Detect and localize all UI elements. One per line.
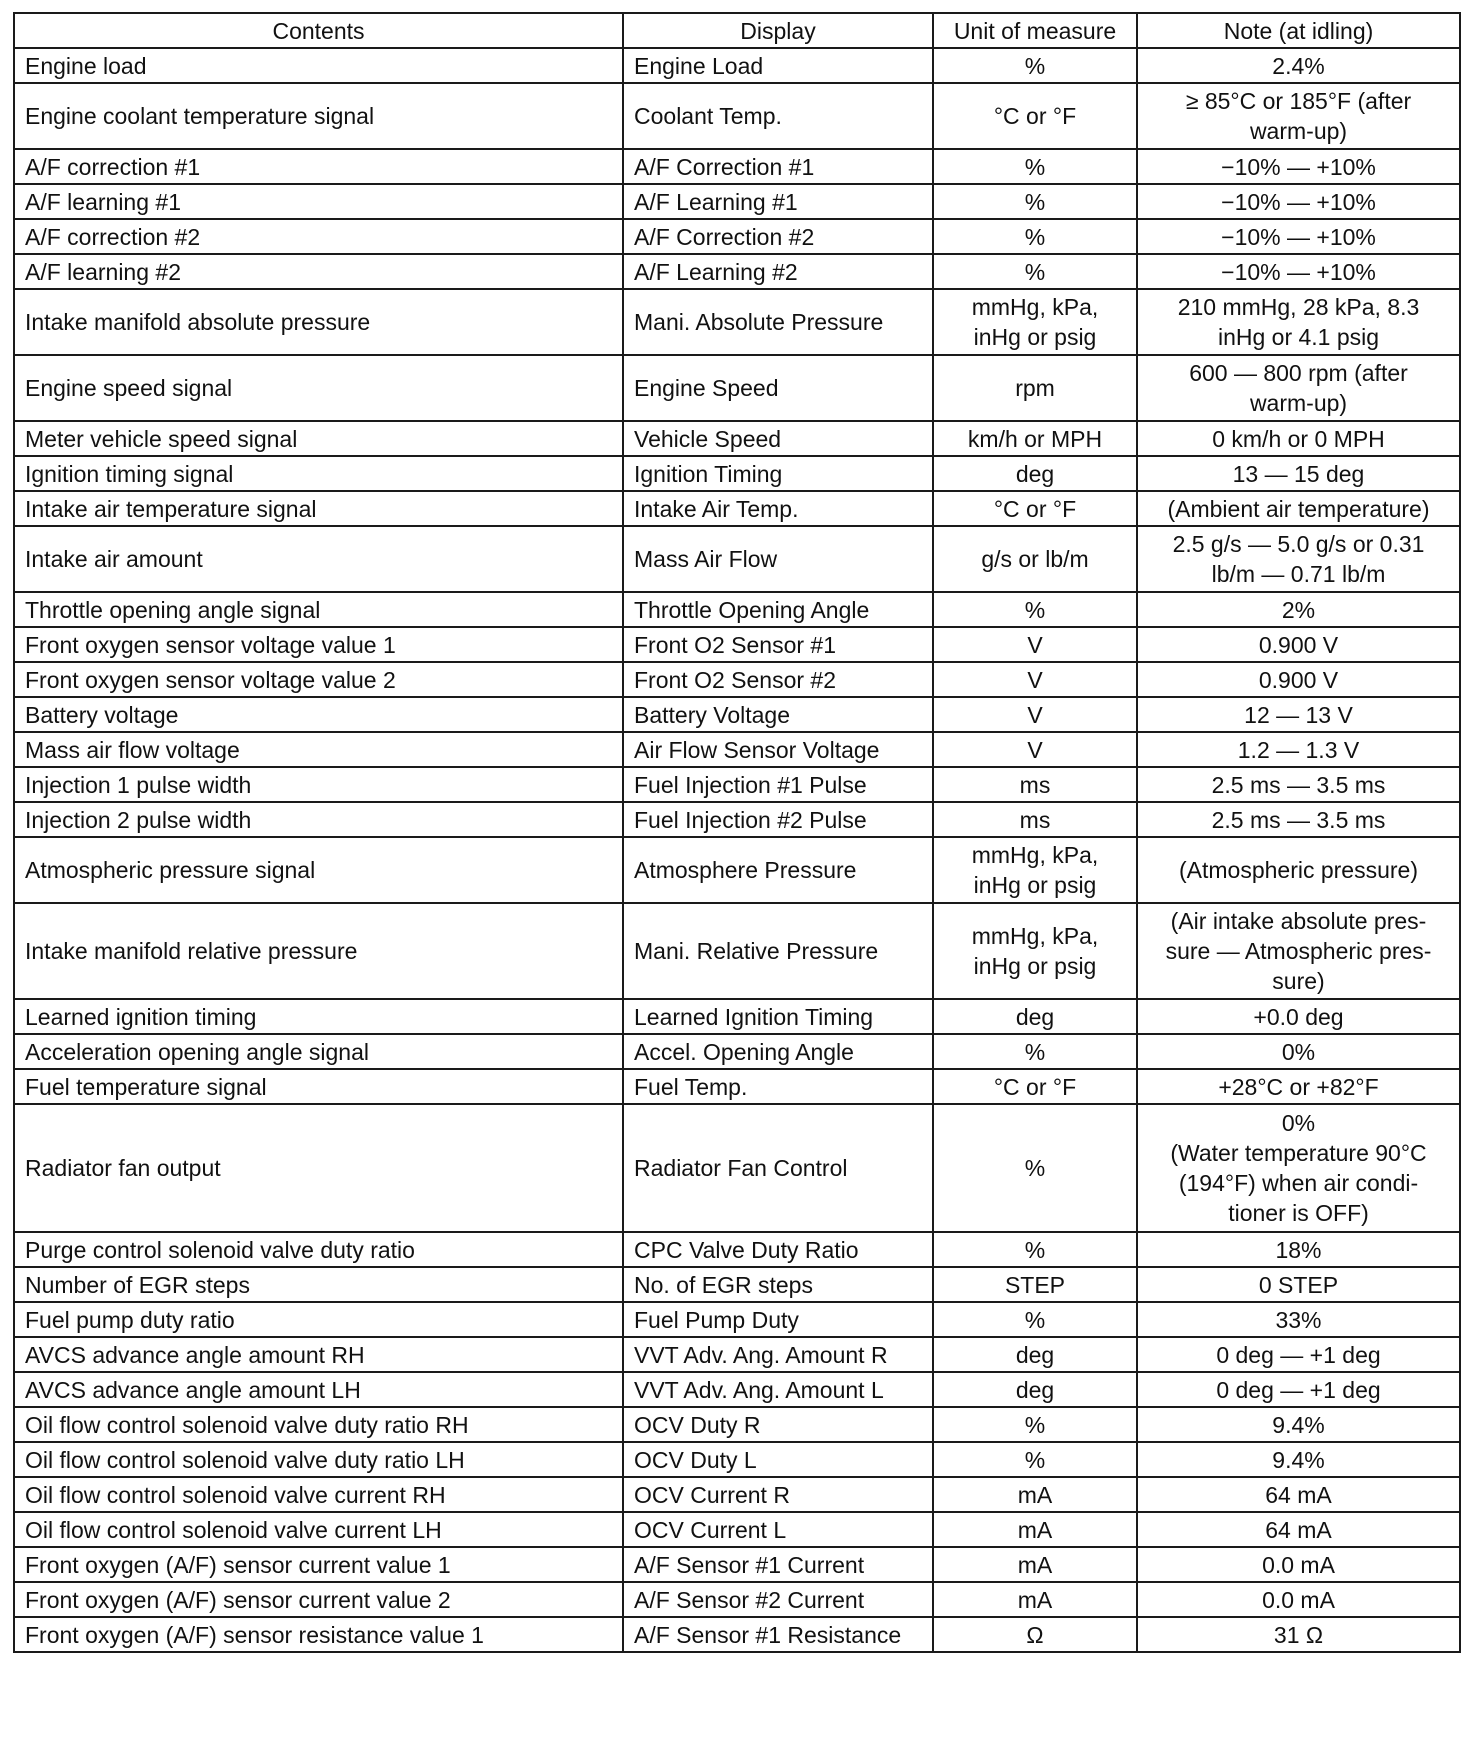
table-row	[14, 837, 1460, 903]
cell-contents: Purge control solenoid valve duty ratio	[14, 1232, 623, 1267]
cell-note: +0.0 deg	[1137, 999, 1460, 1034]
cell-note: 33%	[1137, 1302, 1460, 1337]
cell-unit: %	[933, 1442, 1137, 1477]
table-row	[14, 1302, 1460, 1337]
cell-contents: Engine speed signal	[14, 355, 623, 421]
cell-contents: Intake air amount	[14, 526, 623, 592]
cell-note: 9.4%	[1137, 1407, 1460, 1442]
cell-display: Mani. Relative Pressure	[623, 903, 933, 999]
cell-display: A/F Correction #2	[623, 219, 933, 254]
table-row	[14, 767, 1460, 802]
cell-unit: %	[933, 1232, 1137, 1267]
cell-note: 0 deg — +1 deg	[1137, 1337, 1460, 1372]
cell-note: 18%	[1137, 1232, 1460, 1267]
cell-display: Engine Load	[623, 48, 933, 83]
cell-contents: Front oxygen sensor voltage value 2	[14, 662, 623, 697]
table-row	[14, 1034, 1460, 1069]
cell-contents: Acceleration opening angle signal	[14, 1034, 623, 1069]
cell-unit: mA	[933, 1582, 1137, 1617]
table-row	[14, 456, 1460, 491]
table-row	[14, 697, 1460, 732]
cell-unit: km/h or MPH	[933, 421, 1137, 456]
cell-unit: mmHg, kPa, inHg or psig	[933, 289, 1137, 355]
cell-contents: A/F learning #1	[14, 184, 623, 219]
table-row	[14, 1547, 1460, 1582]
data-table-container	[13, 12, 1459, 1653]
cell-unit: %	[933, 1302, 1137, 1337]
cell-contents: Oil flow control solenoid valve current RH	[14, 1477, 623, 1512]
cell-unit: °C or °F	[933, 491, 1137, 526]
table-row	[14, 903, 1460, 999]
table-row	[14, 1104, 1460, 1232]
cell-display: OCV Duty R	[623, 1407, 933, 1442]
cell-display: Throttle Opening Angle	[623, 592, 933, 627]
table-row	[14, 1372, 1460, 1407]
table-row	[14, 592, 1460, 627]
table-row	[14, 627, 1460, 662]
cell-unit: %	[933, 219, 1137, 254]
cell-note: 64 mA	[1137, 1477, 1460, 1512]
cell-note: 12 — 13 V	[1137, 697, 1460, 732]
cell-note: −10% — +10%	[1137, 254, 1460, 289]
table-row	[14, 1442, 1460, 1477]
cell-unit: %	[933, 592, 1137, 627]
cell-contents: AVCS advance angle amount LH	[14, 1372, 623, 1407]
cell-note: 0 km/h or 0 MPH	[1137, 421, 1460, 456]
table-header	[14, 13, 1460, 48]
cell-unit: deg	[933, 1337, 1137, 1372]
cell-contents: Fuel temperature signal	[14, 1069, 623, 1104]
cell-display: A/F Sensor #1 Resistance	[623, 1617, 933, 1652]
cell-contents: Intake manifold relative pressure	[14, 903, 623, 999]
table-body	[14, 48, 1460, 1652]
table-row	[14, 1267, 1460, 1302]
cell-display: Learned Ignition Timing	[623, 999, 933, 1034]
table-row	[14, 1407, 1460, 1442]
table-row	[14, 491, 1460, 526]
cell-note: 0 deg — +1 deg	[1137, 1372, 1460, 1407]
cell-note: 2.5 ms — 3.5 ms	[1137, 767, 1460, 802]
cell-unit: rpm	[933, 355, 1137, 421]
cell-contents: Intake manifold absolute pressure	[14, 289, 623, 355]
table-row	[14, 662, 1460, 697]
header-contents: Contents	[14, 13, 623, 48]
cell-unit: %	[933, 149, 1137, 184]
cell-display: Front O2 Sensor #1	[623, 627, 933, 662]
cell-contents: Number of EGR steps	[14, 1267, 623, 1302]
cell-note: 0.900 V	[1137, 627, 1460, 662]
cell-contents: Fuel pump duty ratio	[14, 1302, 623, 1337]
cell-display: Fuel Injection #2 Pulse	[623, 802, 933, 837]
cell-contents: Learned ignition timing	[14, 999, 623, 1034]
cell-unit: mA	[933, 1477, 1137, 1512]
cell-contents: Engine coolant temperature signal	[14, 83, 623, 149]
cell-contents: Intake air temperature signal	[14, 491, 623, 526]
table-row	[14, 1069, 1460, 1104]
cell-display: Intake Air Temp.	[623, 491, 933, 526]
cell-display: A/F Correction #1	[623, 149, 933, 184]
cell-note: 0% (Water temperature 90°C (194°F) when air condi- tioner is OFF)	[1137, 1104, 1460, 1232]
cell-unit: STEP	[933, 1267, 1137, 1302]
cell-display: Accel. Opening Angle	[623, 1034, 933, 1069]
header-display: Display	[623, 13, 933, 48]
table-row	[14, 1232, 1460, 1267]
cell-unit: V	[933, 697, 1137, 732]
cell-unit: deg	[933, 456, 1137, 491]
cell-display: CPC Valve Duty Ratio	[623, 1232, 933, 1267]
cell-contents: Oil flow control solenoid valve duty ratio LH	[14, 1442, 623, 1477]
cell-note: (Atmospheric pressure)	[1137, 837, 1460, 903]
table-row	[14, 1477, 1460, 1512]
table-row	[14, 254, 1460, 289]
cell-unit: V	[933, 732, 1137, 767]
cell-contents: Front oxygen sensor voltage value 1	[14, 627, 623, 662]
cell-display: OCV Current R	[623, 1477, 933, 1512]
cell-unit: mA	[933, 1547, 1137, 1582]
cell-display: A/F Learning #1	[623, 184, 933, 219]
cell-contents: Engine load	[14, 48, 623, 83]
cell-note: (Ambient air temperature)	[1137, 491, 1460, 526]
cell-note: 2.4%	[1137, 48, 1460, 83]
cell-unit: deg	[933, 1372, 1137, 1407]
cell-display: Battery Voltage	[623, 697, 933, 732]
cell-note: +28°C or +82°F	[1137, 1069, 1460, 1104]
cell-contents: Meter vehicle speed signal	[14, 421, 623, 456]
cell-display: OCV Duty L	[623, 1442, 933, 1477]
table-row	[14, 289, 1460, 355]
cell-unit: ms	[933, 767, 1137, 802]
cell-display: Air Flow Sensor Voltage	[623, 732, 933, 767]
cell-note: −10% — +10%	[1137, 219, 1460, 254]
table-row	[14, 1512, 1460, 1547]
cell-contents: Battery voltage	[14, 697, 623, 732]
cell-unit: %	[933, 254, 1137, 289]
cell-contents: AVCS advance angle amount RH	[14, 1337, 623, 1372]
cell-note: 2%	[1137, 592, 1460, 627]
table-row	[14, 1337, 1460, 1372]
cell-contents: Ignition timing signal	[14, 456, 623, 491]
cell-display: OCV Current L	[623, 1512, 933, 1547]
cell-contents: Throttle opening angle signal	[14, 592, 623, 627]
cell-contents: Injection 2 pulse width	[14, 802, 623, 837]
cell-display: Coolant Temp.	[623, 83, 933, 149]
cell-unit: %	[933, 1104, 1137, 1232]
cell-note: 9.4%	[1137, 1442, 1460, 1477]
header-row	[14, 13, 1460, 48]
cell-unit: V	[933, 627, 1137, 662]
cell-unit: °C or °F	[933, 1069, 1137, 1104]
table-row	[14, 732, 1460, 767]
cell-display: Fuel Pump Duty	[623, 1302, 933, 1337]
cell-unit: %	[933, 184, 1137, 219]
cell-unit: %	[933, 1407, 1137, 1442]
cell-unit: %	[933, 48, 1137, 83]
cell-note: −10% — +10%	[1137, 149, 1460, 184]
table-row	[14, 421, 1460, 456]
header-unit: Unit of measure	[933, 13, 1137, 48]
cell-display: Mass Air Flow	[623, 526, 933, 592]
header-note: Note (at idling)	[1137, 13, 1460, 48]
cell-unit: °C or °F	[933, 83, 1137, 149]
cell-unit: g/s or lb/m	[933, 526, 1137, 592]
cell-display: Radiator Fan Control	[623, 1104, 933, 1232]
cell-unit: V	[933, 662, 1137, 697]
cell-note: 0 STEP	[1137, 1267, 1460, 1302]
table-row	[14, 355, 1460, 421]
cell-display: Fuel Temp.	[623, 1069, 933, 1104]
cell-unit: mA	[933, 1512, 1137, 1547]
cell-display: Mani. Absolute Pressure	[623, 289, 933, 355]
cell-note: 13 — 15 deg	[1137, 456, 1460, 491]
cell-contents: A/F learning #2	[14, 254, 623, 289]
cell-display: A/F Sensor #2 Current	[623, 1582, 933, 1617]
cell-display: VVT Adv. Ang. Amount R	[623, 1337, 933, 1372]
cell-contents: Injection 1 pulse width	[14, 767, 623, 802]
cell-display: Engine Speed	[623, 355, 933, 421]
cell-display: Vehicle Speed	[623, 421, 933, 456]
cell-note: 0.900 V	[1137, 662, 1460, 697]
cell-note: 0%	[1137, 1034, 1460, 1069]
cell-note: 2.5 ms — 3.5 ms	[1137, 802, 1460, 837]
cell-display: A/F Sensor #1 Current	[623, 1547, 933, 1582]
cell-contents: Mass air flow voltage	[14, 732, 623, 767]
cell-contents: Radiator fan output	[14, 1104, 623, 1232]
cell-note: 2.5 g/s — 5.0 g/s or 0.31 lb/m — 0.71 lb/m	[1137, 526, 1460, 592]
cell-note: 1.2 — 1.3 V	[1137, 732, 1460, 767]
table-row	[14, 526, 1460, 592]
cell-contents: A/F correction #1	[14, 149, 623, 184]
cell-unit: mmHg, kPa, inHg or psig	[933, 903, 1137, 999]
table-row	[14, 802, 1460, 837]
cell-contents: Atmospheric pressure signal	[14, 837, 623, 903]
table-row	[14, 1582, 1460, 1617]
cell-display: No. of EGR steps	[623, 1267, 933, 1302]
cell-contents: Oil flow control solenoid valve duty ratio RH	[14, 1407, 623, 1442]
cell-note: 210 mmHg, 28 kPa, 8.3 inHg or 4.1 psig	[1137, 289, 1460, 355]
cell-unit: deg	[933, 999, 1137, 1034]
table-row	[14, 149, 1460, 184]
cell-contents: Front oxygen (A/F) sensor current value 2	[14, 1582, 623, 1617]
cell-display: Atmosphere Pressure	[623, 837, 933, 903]
cell-note: 0.0 mA	[1137, 1582, 1460, 1617]
data-table	[13, 12, 1461, 1653]
cell-display: A/F Learning #2	[623, 254, 933, 289]
cell-note: −10% — +10%	[1137, 184, 1460, 219]
cell-display: Front O2 Sensor #2	[623, 662, 933, 697]
cell-note: 31 Ω	[1137, 1617, 1460, 1652]
table-row	[14, 999, 1460, 1034]
cell-display: Fuel Injection #1 Pulse	[623, 767, 933, 802]
cell-contents: Oil flow control solenoid valve current LH	[14, 1512, 623, 1547]
cell-note: 600 — 800 rpm (after warm-up)	[1137, 355, 1460, 421]
cell-note: (Air intake absolute pres- sure — Atmospheric pres- sure)	[1137, 903, 1460, 999]
cell-unit: ms	[933, 802, 1137, 837]
cell-unit: Ω	[933, 1617, 1137, 1652]
table-row	[14, 219, 1460, 254]
cell-contents: Front oxygen (A/F) sensor resistance value 1	[14, 1617, 623, 1652]
cell-contents: Front oxygen (A/F) sensor current value 1	[14, 1547, 623, 1582]
cell-unit: %	[933, 1034, 1137, 1069]
table-row	[14, 184, 1460, 219]
cell-unit: mmHg, kPa, inHg or psig	[933, 837, 1137, 903]
table-row	[14, 48, 1460, 83]
cell-display: VVT Adv. Ang. Amount L	[623, 1372, 933, 1407]
cell-note: ≥ 85°C or 185°F (after warm-up)	[1137, 83, 1460, 149]
table-row	[14, 83, 1460, 149]
cell-display: Ignition Timing	[623, 456, 933, 491]
table-row	[14, 1617, 1460, 1652]
cell-note: 64 mA	[1137, 1512, 1460, 1547]
cell-note: 0.0 mA	[1137, 1547, 1460, 1582]
cell-contents: A/F correction #2	[14, 219, 623, 254]
